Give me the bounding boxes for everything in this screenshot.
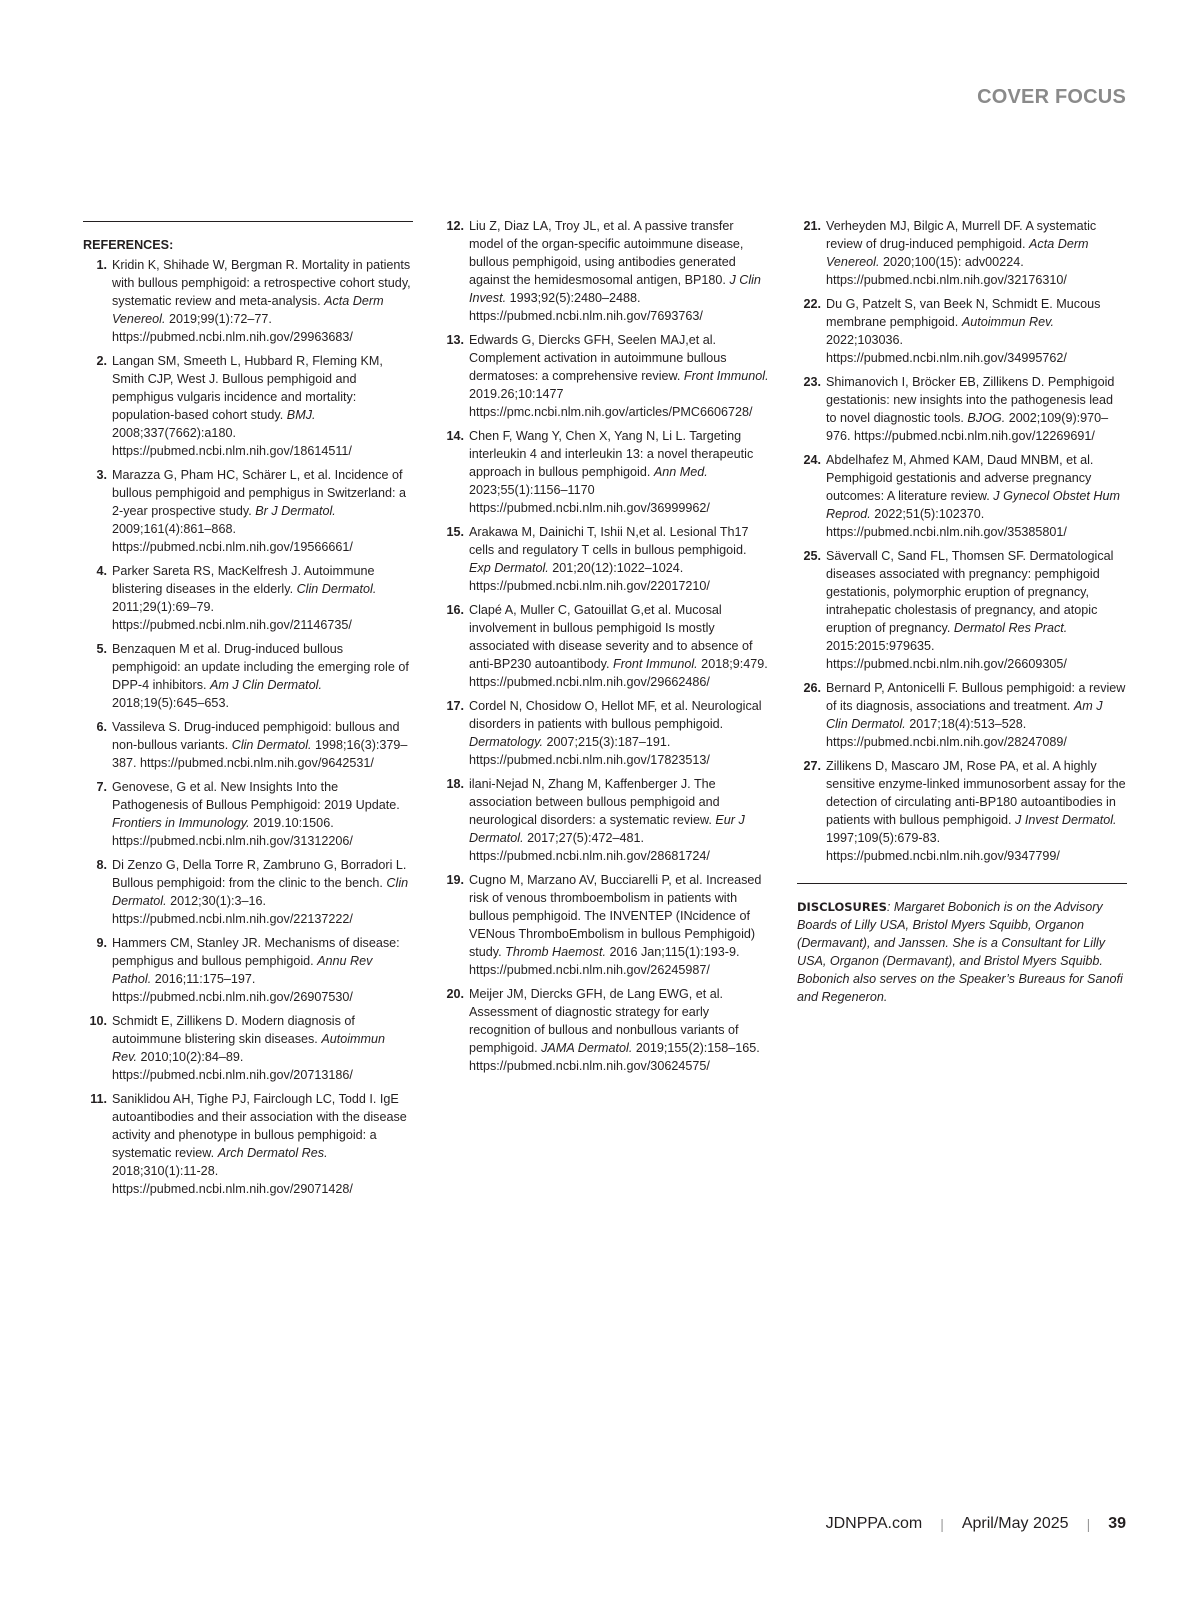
- reference-details: 2010;10(2):84–89. https://pubmed.ncbi.nlm.nih.gov/20713186/: [112, 1050, 353, 1082]
- reference-text: [469, 523, 770, 595]
- reference-journal: Am J Clin Dermatol.: [210, 678, 322, 692]
- reference-number: 21.: [803, 219, 821, 233]
- reference-journal: Acta Derm Venereol.: [112, 294, 384, 326]
- reference-item: [440, 217, 770, 325]
- reference-text: [112, 856, 413, 928]
- reference-number: 18.: [446, 777, 464, 791]
- footer-separator: |: [940, 1516, 944, 1532]
- reference-details: 2018;19(5):645–653.: [112, 696, 229, 710]
- reference-number: 13.: [446, 333, 464, 347]
- reference-details: 2019;155(2):158–165. https://pubmed.ncbi.nlm.nih.gov/30624575/: [469, 1041, 760, 1073]
- reference-journal: Clin Dermatol.: [112, 876, 409, 908]
- reference-item: [83, 1012, 413, 1084]
- reference-item: [797, 679, 1127, 751]
- reference-journal: Acta Derm Venereol.: [826, 237, 1089, 269]
- reference-list: [797, 217, 1127, 865]
- reference-journal: BJOG.: [967, 411, 1006, 425]
- reference-text: [469, 871, 770, 979]
- reference-item: [797, 373, 1127, 445]
- reference-item: [83, 352, 413, 460]
- reference-number: 26.: [803, 681, 821, 695]
- reference-citation: Sävervall C, Sand FL, Thomsen SF. Dermatological diseases associated with pregnancy: pemphigoid gestationis, polymorphic eruption of pregnancy, intrahepatic cholestasis of pregnancy, and atopic eruption of pregnancy.: [826, 549, 1114, 635]
- reference-item: [440, 871, 770, 979]
- reference-citation: Marazza G, Pham HC, Schärer L, et al. Incidence of bullous pemphigoid and pemphigus in Switzerland: a 2-year prospective study.: [112, 468, 407, 518]
- reference-number: 12.: [446, 219, 464, 233]
- footer-site: JDNPPA.com: [825, 1515, 923, 1532]
- reference-journal: Thromb Haemost.: [505, 945, 606, 959]
- reference-details: 2007;215(3):187–191. https://pubmed.ncbi.nlm.nih.gov/17823513/: [469, 735, 710, 767]
- reference-details: 2016;11:175–197. https://pubmed.ncbi.nlm.nih.gov/26907530/: [112, 972, 353, 1004]
- reference-journal: Dermatology.: [469, 735, 543, 749]
- disclosures-label: DISCLOSURES: [797, 900, 887, 914]
- reference-text: [112, 466, 413, 556]
- reference-number: 19.: [446, 873, 464, 887]
- reference-details: 201;20(12):1022–1024. https://pubmed.ncbi.nlm.nih.gov/22017210/: [469, 561, 710, 593]
- reference-journal: Front Immunol.: [613, 657, 698, 671]
- reference-text: [112, 1090, 413, 1198]
- reference-item: [83, 778, 413, 850]
- reference-journal: Ann Med.: [653, 465, 708, 479]
- reference-details: 1998;16(3):379–387. https://pubmed.ncbi.nlm.nih.gov/9642531/: [112, 738, 408, 770]
- reference-item: [83, 466, 413, 556]
- reference-text: [112, 718, 413, 772]
- reference-number: 11.: [90, 1092, 107, 1106]
- reference-details: 2022;51(5):102370. https://pubmed.ncbi.nlm.nih.gov/35385801/: [826, 507, 1067, 539]
- reference-citation: Abdelhafez M, Ahmed KAM, Daud MNBM, et al. Pemphigoid gestationis and adverse pregnancy outcomes: A literature review.: [826, 453, 1094, 503]
- reference-number: 9.: [96, 936, 107, 950]
- reference-details: 2023;55(1):1156–1170 https://pubmed.ncbi.nlm.nih.gov/36999962/: [469, 483, 710, 515]
- page-footer: [826, 1515, 1126, 1533]
- reference-item: [797, 757, 1127, 865]
- reference-citation: Parker Sareta RS, MacKelfresh J. Autoimmune blistering diseases in the elderly.: [112, 564, 375, 596]
- reference-citation: Du G, Patzelt S, van Beek N, Schmidt E. Mucous membrane pemphigoid.: [826, 297, 1101, 329]
- reference-text: [826, 679, 1127, 751]
- reference-text: [112, 934, 413, 1006]
- reference-journal: J Invest Dermatol.: [1015, 813, 1117, 827]
- reference-text: [112, 352, 413, 460]
- reference-number: 1.: [96, 258, 107, 272]
- reference-text: [469, 217, 770, 325]
- reference-journal: Clin Dermatol.: [296, 582, 377, 596]
- reference-item: [797, 547, 1127, 673]
- references-column-3: [797, 217, 1127, 1006]
- reference-item: [440, 331, 770, 421]
- reference-details: 1993;92(5):2480–2488. https://pubmed.ncbi.nlm.nih.gov/7693763/: [469, 291, 703, 323]
- reference-citation: Saniklidou AH, Tighe PJ, Fairclough LC, Todd I. IgE autoantibodies and their association with the disease activity and phenotype in bullous pemphigoid: a systematic review.: [112, 1092, 407, 1160]
- reference-text: [112, 256, 413, 346]
- reference-text: [826, 547, 1127, 673]
- reference-details: 2019;99(1):72–77. https://pubmed.ncbi.nlm.nih.gov/29963683/: [112, 312, 353, 344]
- reference-text: [826, 373, 1127, 445]
- reference-citation: Edwards G, Diercks GFH, Seelen MAJ,et al. Complement activation in autoimmune bullous dermatoses: a comprehensive review.: [469, 333, 727, 383]
- reference-journal: Arch Dermatol Res.: [217, 1146, 328, 1160]
- reference-item: [797, 217, 1127, 289]
- disclosures-text: : Margaret Bobonich is on the Advisory Boards of Lilly USA, Bristol Myers Squibb, Organon (Dermavant), and Janssen. She is a Consultant for Lilly USA, Organon (Dermavant), and Bristol Myers Squibb. Bobonich also serves on the Speaker’s Bureaus for Sanofi and Regeneron.: [797, 900, 1123, 1004]
- reference-details: 2017;27(5):472–481. https://pubmed.ncbi.nlm.nih.gov/28681724/: [469, 831, 710, 863]
- reference-citation: Vassileva S. Drug-induced pemphigoid: bullous and non-bullous variants.: [112, 720, 400, 752]
- page-number: 39: [1108, 1515, 1126, 1532]
- footer-separator: |: [1086, 1516, 1091, 1532]
- reference-text: [112, 640, 413, 712]
- reference-citation: Bernard P, Antonicelli F. Bullous pemphigoid: a review of its diagnosis, associations and treatment.: [826, 681, 1126, 713]
- reference-details: 2016 Jan;115(1):193-9. https://pubmed.ncbi.nlm.nih.gov/26245987/: [469, 945, 740, 977]
- reference-item: [83, 1090, 413, 1198]
- reference-text: [826, 757, 1127, 865]
- references-column-2: [440, 217, 770, 1081]
- reference-item: [797, 295, 1127, 367]
- reference-citation: Shimanovich I, Bröcker EB, Zillikens D. Pemphigoid gestationis: new insights into the pathogenesis lead to novel diagnostic tools.: [826, 375, 1115, 425]
- reference-item: [83, 562, 413, 634]
- reference-number: 24.: [803, 453, 821, 467]
- reference-details: 2018;310(1):11-28. https://pubmed.ncbi.nlm.nih.gov/29071428/: [112, 1164, 353, 1196]
- reference-details: 2018;9:479. https://pubmed.ncbi.nlm.nih.gov/29662486/: [469, 657, 768, 689]
- reference-citation: Liu Z, Diaz LA, Troy JL, et al. A passive transfer model of the organ-specific autoimmune disease, bullous pemphigoid, using antibodies generated against the hemidesmosomal antigen, BP180.: [469, 219, 744, 287]
- reference-text: [112, 778, 413, 850]
- reference-text: [469, 985, 770, 1075]
- reference-citation: ilani-Nejad N, Zhang M, Kaffenberger J. The association between bullous pemphigoid and neurological disorders: a systematic review.: [469, 777, 720, 827]
- reference-number: 17.: [446, 699, 464, 713]
- reference-journal: Annu Rev Pathol.: [112, 954, 373, 986]
- reference-citation: Langan SM, Smeeth L, Hubbard R, Fleming KM, Smith CJP, West J. Bullous pemphigoid and pemphigus vulgaris incidence and mortality: population-based cohort study.: [112, 354, 383, 422]
- reference-item: [83, 856, 413, 928]
- reference-journal: Front Immunol.: [683, 369, 769, 383]
- reference-number: 25.: [803, 549, 821, 563]
- reference-text: [826, 451, 1127, 541]
- reference-citation: Genovese, G et al. New Insights Into the Pathogenesis of Bullous Pemphigoid: 2019 Update.: [112, 780, 400, 812]
- reference-citation: Arakawa M, Dainichi T, Ishii N,et al. Lesional Th17 cells and regulatory T cells in bullous pemphigoid.: [469, 525, 749, 557]
- reference-number: 2.: [96, 354, 107, 368]
- reference-journal: Eur J Dermatol.: [469, 813, 745, 845]
- reference-details: 2008;337(7662):a180. https://pubmed.ncbi.nlm.nih.gov/18614511/: [112, 426, 352, 458]
- reference-citation: Cordel N, Chosidow O, Hellot MF, et al. Neurological disorders in patients with bullous pemphigoid.: [469, 699, 762, 731]
- reference-list: [83, 256, 413, 1198]
- reference-number: 5.: [96, 642, 107, 656]
- reference-number: 10.: [89, 1014, 107, 1028]
- reference-details: 2002;109(9):970–976. https://pubmed.ncbi.nlm.nih.gov/12269691/: [826, 411, 1109, 443]
- reference-text: [469, 697, 770, 769]
- reference-journal: JAMA Dermatol.: [541, 1041, 633, 1055]
- reference-list: [440, 217, 770, 1075]
- reference-details: 2009;161(4):861–868. https://pubmed.ncbi.nlm.nih.gov/19566661/: [112, 522, 353, 554]
- reference-item: [440, 985, 770, 1075]
- reference-text: [469, 331, 770, 421]
- reference-journal: Exp Dermatol.: [469, 561, 549, 575]
- references-column-1: [83, 221, 413, 1204]
- reference-text: [112, 1012, 413, 1084]
- reference-item: [440, 601, 770, 691]
- reference-number: 6.: [96, 720, 107, 734]
- reference-number: 23.: [803, 375, 821, 389]
- reference-item: [440, 427, 770, 517]
- reference-details: 2011;29(1):69–79. https://pubmed.ncbi.nlm.nih.gov/21146735/: [112, 600, 352, 632]
- reference-number: 14.: [446, 429, 464, 443]
- reference-number: 8.: [96, 858, 107, 872]
- reference-citation: Chen F, Wang Y, Chen X, Yang N, Li L. Targeting interleukin 4 and interleukin 13: a novel therapeutic approach in bullous pemphigoid.: [469, 429, 754, 479]
- reference-citation: Di Zenzo G, Della Torre R, Zambruno G, Borradori L. Bullous pemphigoid: from the clinic to the bench.: [112, 858, 407, 890]
- reference-number: 16.: [446, 603, 464, 617]
- reference-details: 2019.26;10:1477 https://pmc.ncbi.nlm.nih.gov/articles/PMC6606728/: [469, 387, 753, 419]
- reference-text: [469, 427, 770, 517]
- reference-details: 2015:2015:979635. https://pubmed.ncbi.nlm.nih.gov/26609305/: [826, 639, 1067, 671]
- reference-citation: Kridin K, Shihade W, Bergman R. Mortality in patients with bullous pemphigoid: a retrospective cohort study, systematic review and meta-analysis.: [112, 258, 411, 308]
- reference-journal: Am J Clin Dermatol.: [826, 699, 1103, 731]
- reference-text: [469, 775, 770, 865]
- reference-citation: Meijer JM, Diercks GFH, de Lang EWG, et al. Assessment of diagnostic strategy for early recognition of bullous and nonbullous variants of pemphigoid.: [469, 987, 739, 1055]
- reference-text: [469, 601, 770, 691]
- reference-citation: Benzaquen M et al. Drug-induced bullous pemphigoid: an update including the emerging role of DPP-4 inhibitors.: [112, 642, 409, 692]
- reference-citation: Cugno M, Marzano AV, Bucciarelli P, et al. Increased risk of venous thromboembolism in patients with bullous pemphigoid. The INVENTEP (INcidence of VENous ThromboEmbolism in bullous Pemphigoid) study.: [469, 873, 762, 959]
- footer-issue: April/May 2025: [961, 1515, 1069, 1532]
- reference-text: [826, 295, 1127, 367]
- reference-number: 7.: [96, 780, 107, 794]
- references-heading: REFERENCES:: [83, 238, 174, 252]
- reference-details: 2017;18(4):513–528. https://pubmed.ncbi.nlm.nih.gov/28247089/: [826, 717, 1067, 749]
- reference-number: 15.: [446, 525, 464, 539]
- section-label: COVER FOCUS: [977, 86, 1126, 108]
- reference-citation: Clapé A, Muller C, Gatouillat G,et al. Mucosal involvement in bullous pemphigoid Is mostly associated with disease severity and to absence of anti-BP230 autoantibody.: [469, 603, 753, 671]
- reference-text: [826, 217, 1127, 289]
- reference-citation: Hammers CM, Stanley JR. Mechanisms of disease: pemphigus and bullous pemphigoid.: [112, 936, 400, 968]
- reference-details: 2020;100(15): adv00224. https://pubmed.ncbi.nlm.nih.gov/32176310/: [826, 255, 1067, 287]
- reference-item: [83, 256, 413, 346]
- reference-journal: BMJ.: [286, 408, 316, 422]
- reference-item: [440, 775, 770, 865]
- reference-citation: Schmidt E, Zillikens D. Modern diagnosis of autoimmune blistering skin diseases.: [112, 1014, 355, 1046]
- reference-citation: Verheyden MJ, Bilgic A, Murrell DF. A systematic review of drug-induced pemphigoid.: [826, 219, 1097, 251]
- reference-number: 20.: [446, 987, 464, 1001]
- reference-details: 2022;103036. https://pubmed.ncbi.nlm.nih.gov/34995762/: [826, 333, 1067, 365]
- reference-item: [797, 451, 1127, 541]
- reference-item: [440, 697, 770, 769]
- reference-item: [83, 718, 413, 772]
- reference-journal: J Gynecol Obstet Hum Reprod.: [826, 489, 1120, 521]
- reference-details: 1997;109(5):679-83. https://pubmed.ncbi.nlm.nih.gov/9347799/: [826, 831, 1060, 863]
- reference-number: 3.: [96, 468, 107, 482]
- reference-item: [83, 934, 413, 1006]
- reference-journal: Autoimmun Rev.: [961, 315, 1054, 329]
- disclosures: [797, 883, 1127, 1006]
- reference-details: 2012;30(1):3–16. https://pubmed.ncbi.nlm.nih.gov/22137222/: [112, 894, 353, 926]
- reference-journal: Br J Dermatol.: [255, 504, 336, 518]
- reference-journal: Dermatol Res Pract.: [953, 621, 1068, 635]
- reference-number: 22.: [803, 297, 821, 311]
- reference-citation: Zillikens D, Mascaro JM, Rose PA, et al. A highly sensitive enzyme-linked immunosorbent assay for the detection of circulating anti-BP180 autoantibodies in patients with bullous pemphigoid.: [826, 759, 1126, 827]
- reference-journal: Frontiers in Immunology.: [112, 816, 250, 830]
- reference-details: 2019.10:1506. https://pubmed.ncbi.nlm.nih.gov/31312206/: [112, 816, 353, 848]
- reference-text: [112, 562, 413, 634]
- reference-journal: Autoimmun Rev.: [112, 1032, 386, 1064]
- reference-journal: Clin Dermatol.: [231, 738, 312, 752]
- reference-item: [83, 640, 413, 712]
- reference-number: 4.: [96, 564, 107, 578]
- reference-journal: J Clin Invest.: [469, 273, 761, 305]
- reference-number: 27.: [803, 759, 821, 773]
- reference-item: [440, 523, 770, 595]
